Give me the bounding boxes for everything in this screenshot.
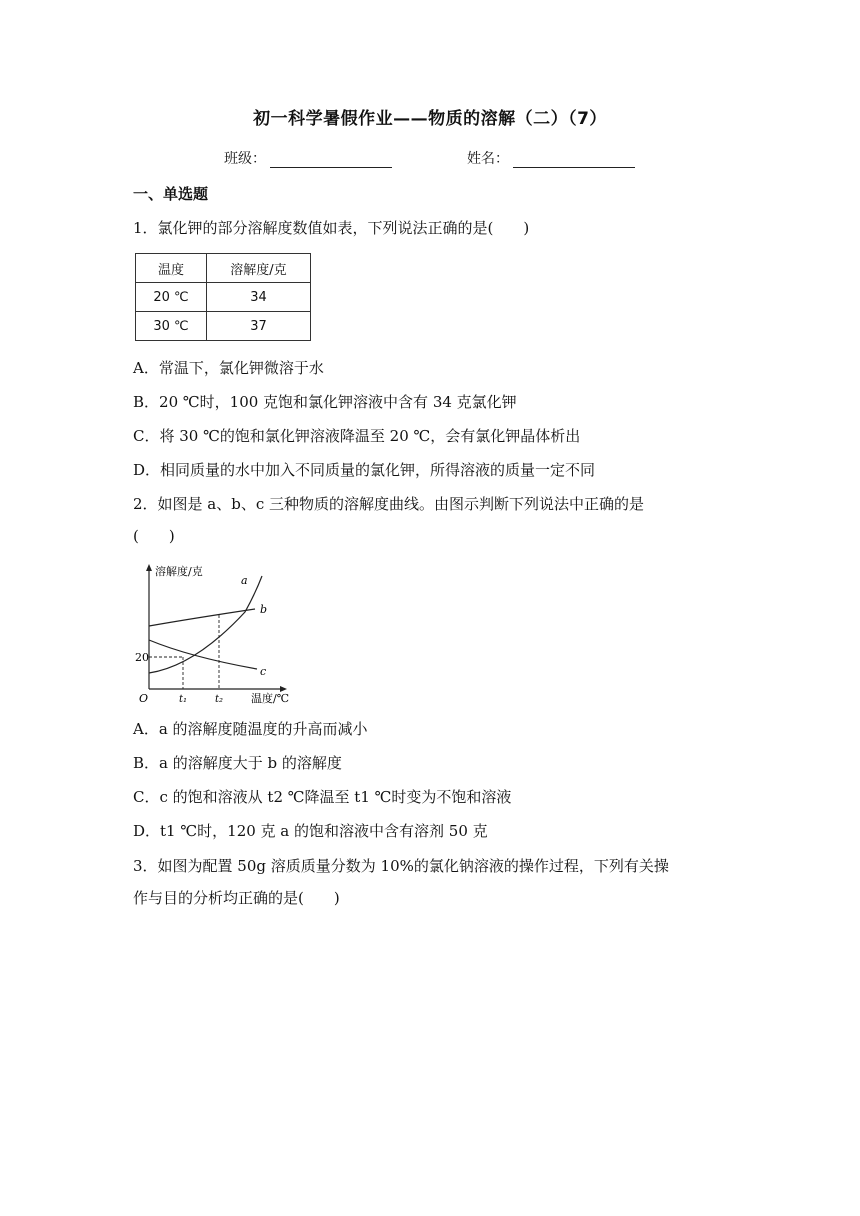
q2-option-b[interactable]: B．a 的溶解度大于 b 的溶解度 <box>133 754 342 772</box>
table-cell: 37 <box>207 312 311 341</box>
x-tick-t2: t₂ <box>215 694 224 705</box>
q1-option-c[interactable]: C．将 30 ℃的饱和氯化钾溶液降温至 20 ℃，会有氯化钾晶体析出 <box>133 427 581 445</box>
name-label: 姓名： <box>467 151 509 167</box>
solubility-curve-figure <box>135 562 310 705</box>
table-header-cell: 温度 <box>136 254 207 283</box>
q1-option-a[interactable]: A．常温下，氯化钾微溶于水 <box>133 359 324 377</box>
table-cell: 30 ℃ <box>136 312 207 341</box>
name-field <box>467 148 635 168</box>
q2-option-c[interactable]: C．c 的饱和溶液从 t2 ℃降温至 t1 ℃时变为不饱和溶液 <box>133 788 512 806</box>
question-3-stem: 3．如图为配置 50g 溶质质量分数为 10%的氯化钠溶液的操作过程，下列有关操 <box>133 857 669 875</box>
question-3-stem-cont: 作与目的分析均正确的是( ) <box>133 889 340 907</box>
x-axis-label: 温度/℃ <box>251 692 290 705</box>
question-1-stem: 1．氯化钾的部分溶解度数值如表，下列说法正确的是( ) <box>133 219 530 237</box>
x-tick-t1: t₁ <box>179 694 188 705</box>
q1-option-b[interactable]: B．20 ℃时，100 克饱和氯化钾溶液中含有 34 克氯化钾 <box>133 393 517 411</box>
q2-option-a[interactable]: A．a 的溶解度随温度的升高而减小 <box>133 720 368 738</box>
curve-c <box>149 640 257 669</box>
question-2-stem-cont: ( ) <box>133 527 175 545</box>
y-tick-20: 20 <box>135 651 149 664</box>
table-row <box>136 283 311 312</box>
section-heading: 一、单选题 <box>133 185 209 203</box>
q1-option-d[interactable]: D．相同质量的水中加入不同质量的氯化钾，所得溶液的质量一定不同 <box>133 461 596 479</box>
y-axis-arrow <box>146 564 152 571</box>
curve-b-label: b <box>260 603 268 616</box>
name-blank-line[interactable] <box>513 152 635 168</box>
curve-a-label: a <box>241 574 248 587</box>
table-header-cell: 溶解度/克 <box>207 254 311 283</box>
y-axis-label: 溶解度/克 <box>155 565 203 578</box>
curve-c-label: c <box>260 665 267 678</box>
question-2-stem: 2．如图是 a、b、c 三种物质的溶解度曲线。由图示判断下列说法中正确的是 <box>133 495 645 513</box>
page-title: 初一科学暑假作业——物质的溶解（二）（7） <box>253 109 607 129</box>
origin-label: O <box>139 692 149 705</box>
table-cell: 20 ℃ <box>136 283 207 312</box>
table-cell: 34 <box>207 283 311 312</box>
table-header-row <box>136 254 311 283</box>
class-field <box>224 148 392 168</box>
solubility-table <box>135 253 311 341</box>
class-label: 班级： <box>224 151 266 167</box>
class-blank-line[interactable] <box>270 152 392 168</box>
table-row <box>136 312 311 341</box>
q2-option-d[interactable]: D．t1 ℃时，120 克 a 的饱和溶液中含有溶剂 50 克 <box>133 822 488 840</box>
